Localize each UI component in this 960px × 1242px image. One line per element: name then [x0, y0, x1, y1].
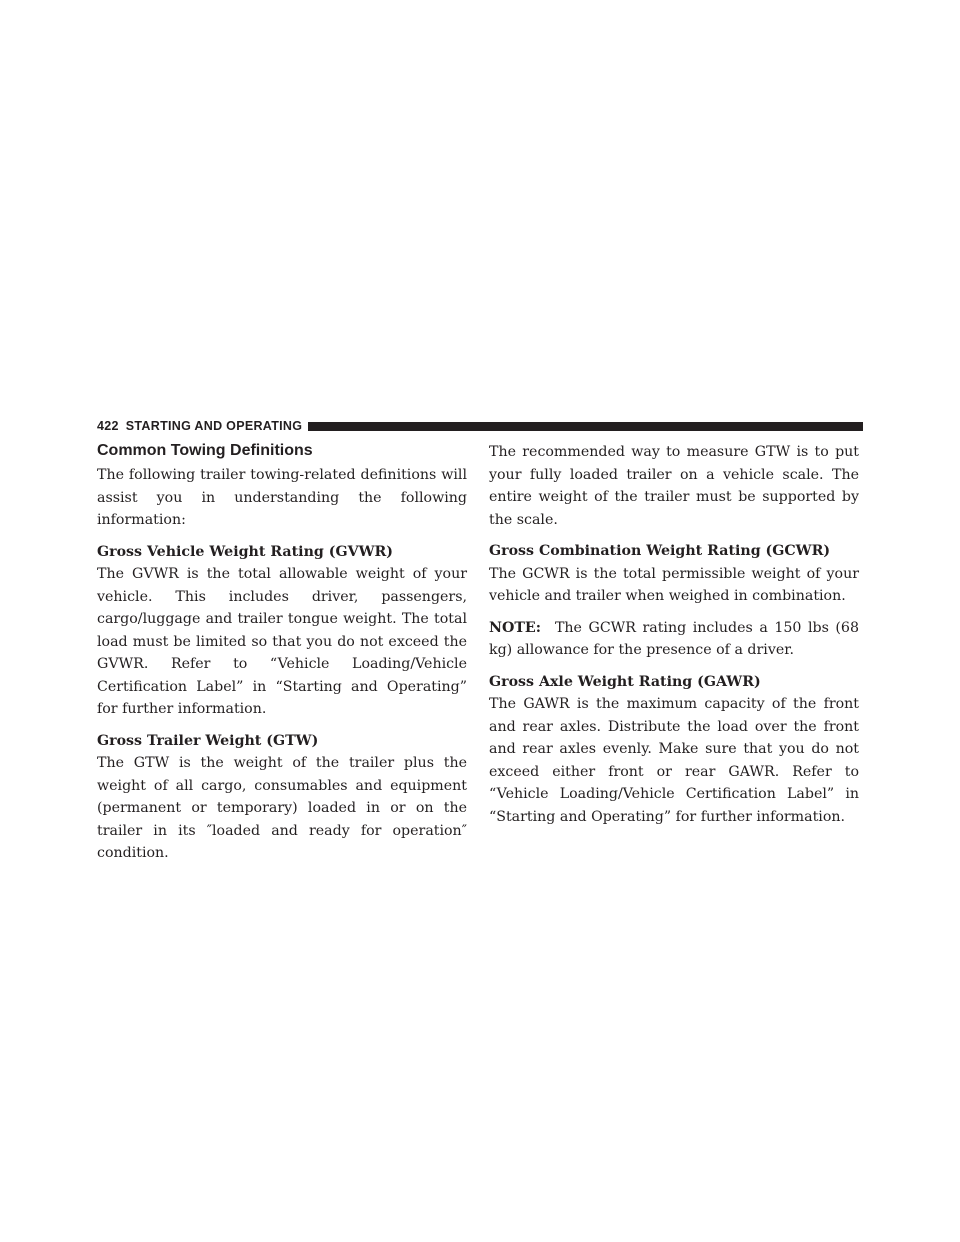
gtw-measure-paragraph: The recommended way to measure GTW is to put your fully loaded trailer on a vehicle scale. The entire weight of the trailer must be supported by the scale. [489, 444, 859, 528]
section-heading: Common Towing Definitions [97, 442, 313, 459]
note-label: NOTE: [489, 619, 541, 636]
gawr-heading: Gross Axle Weight Rating (GAWR) [489, 673, 761, 690]
note-text: The GCWR rating includes a 150 lbs (68 kg) allowance for the presence of a driver. [489, 619, 859, 658]
page-header [97, 419, 863, 433]
right-column [489, 441, 859, 837]
gtw-heading: Gross Trailer Weight (GTW) [97, 732, 319, 749]
section-title: STARTING AND OPERATING [125, 419, 303, 433]
gcwr-paragraph: The GCWR is the total permissible weight of your vehicle and trailer when weighed in combination. [489, 565, 859, 604]
gcwr-heading: Gross Combination Weight Rating (GCWR) [489, 543, 831, 559]
header-rule [308, 422, 863, 431]
intro-paragraph: The following trailer towing-related definitions will assist you in understanding the following information: [97, 467, 467, 528]
left-column [97, 441, 467, 874]
page-number: 422 [97, 419, 119, 433]
gvwr-paragraph: The GVWR is the total allowable weight of your vehicle. This includes driver, passengers, cargo/luggage and trailer tongue weight. The total load must be limited so that you do not exceed the GVWR. Refer to “Vehicle Loading/Vehicle Certification Label” in “Starting and Operating” for further information. [97, 566, 467, 717]
gawr-paragraph: The GAWR is the maximum capacity of the front and rear axles. Distribute the load over the front and rear axles evenly. Make sure that you do not exceed either front or rear GAWR. Refer to “Vehicle Loading/Vehicle Certification Label” in “Starting and Operating” for further information. [489, 696, 859, 825]
gvwr-heading: Gross Vehicle Weight Rating (GVWR) [97, 543, 394, 560]
note-paragraph [489, 617, 859, 662]
gtw-paragraph: The GTW is the weight of the trailer plus the weight of all cargo, consumables and equipment (permanent or temporary) loaded in or on the trailer in its ″loaded and ready for operation″ condition. [97, 755, 467, 861]
